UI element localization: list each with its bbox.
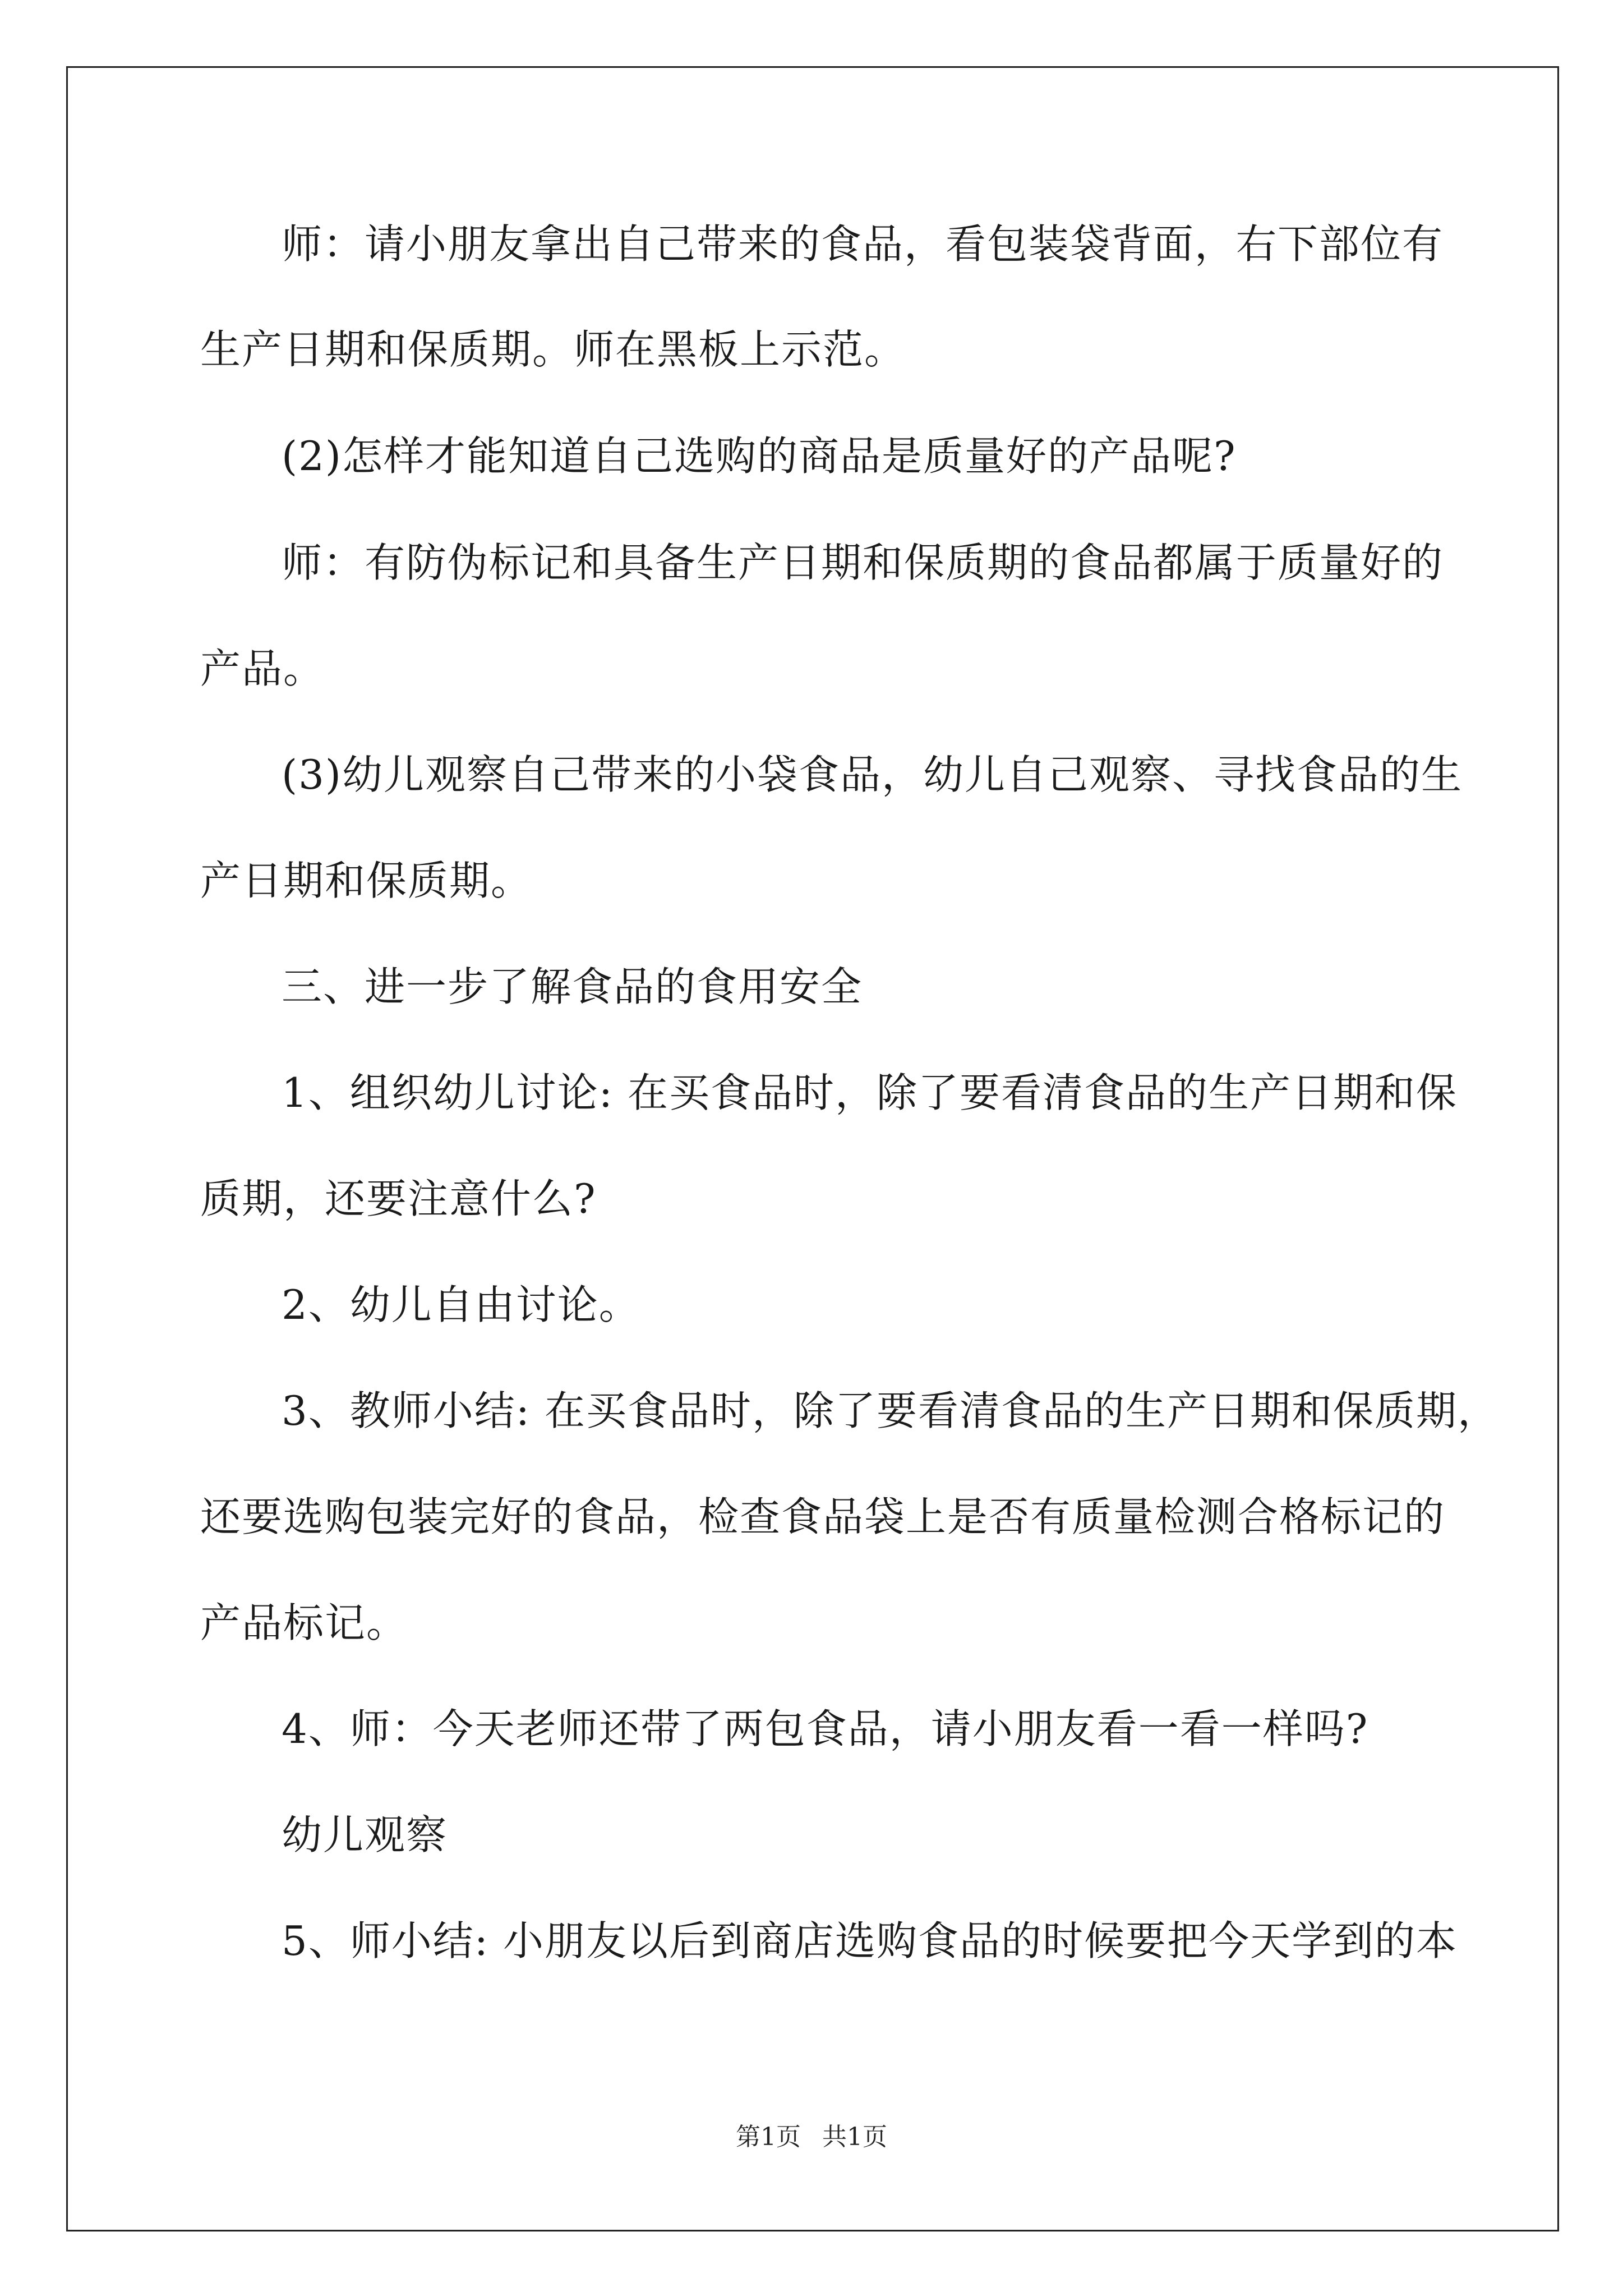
paragraph-8-line-2: 还要选购包装完好的食品，检查食品袋上是否有质量检测合格标记的 <box>200 1493 1446 1540</box>
paragraph-11-line-1: 5、师小结: 小朋友以后到商店选购食品的时候要把今天学到的本 <box>282 1917 1458 1964</box>
paragraph-1-line-1: 师：请小朋友拿出自己带来的食品，看包装袋背面，右下部位有 <box>282 220 1444 268</box>
paragraph-9-line-1: 4、师：今天老师还带了两包食品，请小朋友看一看一样吗? <box>282 1705 1369 1752</box>
section-heading: 三、进一步了解食品的食用安全 <box>282 963 863 1010</box>
page-border <box>66 66 1559 2231</box>
paragraph-1-line-2: 生产日期和保质期。师在黑板上示范。 <box>200 326 906 373</box>
paragraph-6-line-1: 1、组织幼儿讨论: 在买食品时，除了要看清食品的生产日期和保 <box>282 1069 1458 1116</box>
paragraph-2-line-1: (2)怎样才能知道自己选购的商品是质量好的产品呢? <box>282 432 1237 480</box>
paragraph-3-line-1: 师：有防伪标记和具备生产日期和保质期的食品都属于质量好的 <box>282 539 1444 586</box>
paragraph-7-line-1: 2、幼儿自由讨论。 <box>282 1281 640 1328</box>
paragraph-4-line-1: (3)幼儿观察自己带来的小袋食品，幼儿自己观察、寻找食品的生 <box>282 751 1463 798</box>
page-number-current: 第1页 <box>736 2123 801 2151</box>
paragraph-6-line-2: 质期，还要注意什么? <box>200 1175 597 1222</box>
page-footer <box>0 2120 1623 2154</box>
paragraph-8-line-3: 产品标记。 <box>200 1599 408 1646</box>
page-number-total: 共1页 <box>822 2123 887 2151</box>
paragraph-8-line-1: 3、教师小结: 在买食品时，除了要看清食品的生产日期和保质期， <box>282 1387 1499 1434</box>
paragraph-10-line-1: 幼儿观察 <box>282 1811 448 1858</box>
paragraph-3-line-2: 产品。 <box>200 645 325 692</box>
paragraph-4-line-2: 产日期和保质期。 <box>200 857 533 904</box>
